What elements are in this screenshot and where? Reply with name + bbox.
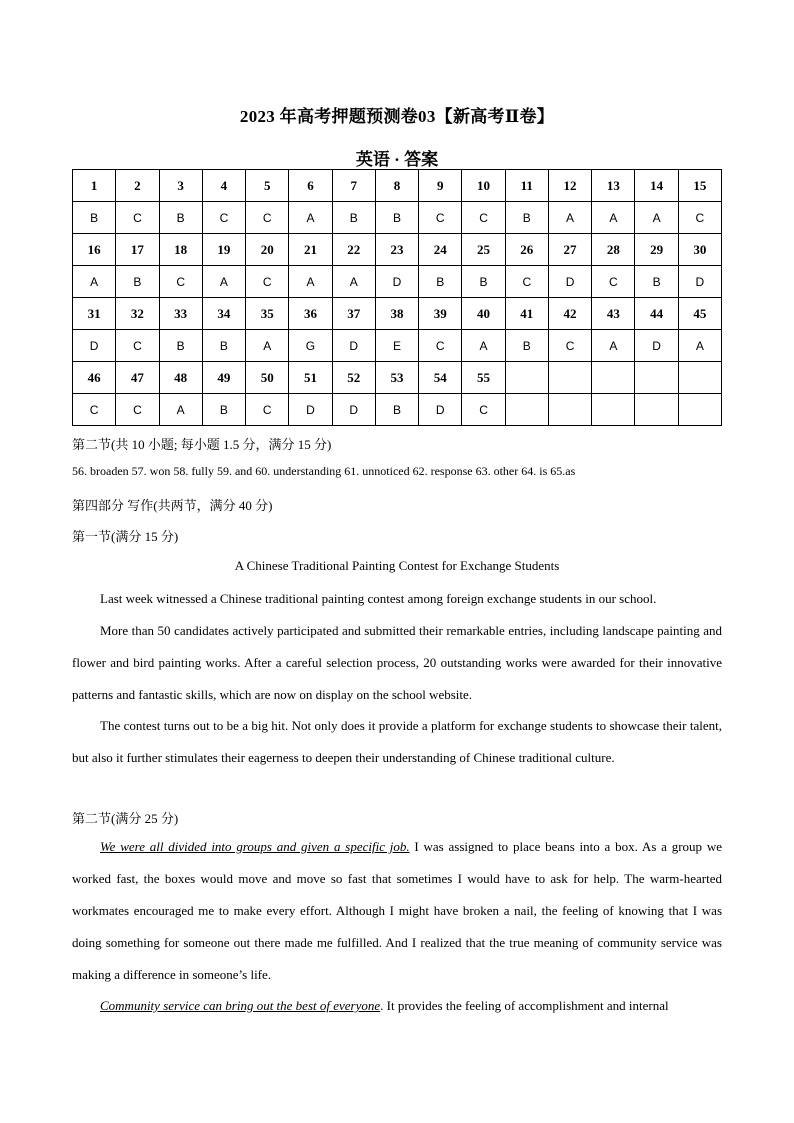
question-number-cell: 3 bbox=[159, 170, 202, 202]
question-number-cell: 41 bbox=[505, 298, 548, 330]
question-number-cell: 55 bbox=[462, 362, 505, 394]
topic-sentence: Community service can bring out the best of everyone bbox=[100, 998, 381, 1013]
question-number-cell: 42 bbox=[548, 298, 591, 330]
essay1-title: A Chinese Traditional Painting Contest for Exchange Students bbox=[234, 558, 560, 573]
answer-cell: B bbox=[332, 202, 375, 234]
answer-cell: B bbox=[375, 394, 418, 426]
answer-cell: A bbox=[462, 330, 505, 362]
answer-cell: C bbox=[462, 202, 505, 234]
answer-cell: C bbox=[246, 202, 289, 234]
page-title: 2023 年高考押题预测卷03【新高考Ⅱ卷】 bbox=[239, 107, 555, 126]
answer-cell: B bbox=[202, 394, 245, 426]
answer-cell: C bbox=[592, 266, 635, 298]
question-number-cell: 7 bbox=[332, 170, 375, 202]
part4-heading: 第四部分 写作(共两节，满分 40 分) bbox=[72, 498, 273, 513]
answer-cell: D bbox=[73, 330, 116, 362]
question-number-cell: 23 bbox=[375, 234, 418, 266]
answer-cell bbox=[635, 394, 678, 426]
question-number-cell: 6 bbox=[289, 170, 332, 202]
answer-cell: B bbox=[116, 266, 159, 298]
answer-cell: C bbox=[159, 266, 202, 298]
answer-cell: B bbox=[505, 202, 548, 234]
question-number-cell bbox=[505, 362, 548, 394]
answer-cell: G bbox=[289, 330, 332, 362]
question-number-cell: 33 bbox=[159, 298, 202, 330]
question-number-cell: 20 bbox=[246, 234, 289, 266]
answer-row bbox=[73, 330, 722, 362]
paragraph-body: I was assigned to place beans into a box. As a group we worked fast, the boxes would move and move so fast that sometimes I would have to ask for help. The warm-hearted workmates encouraged me to make every effort. Although I might have broken a nail, the feeling of knowing that I was doing something for someone out there made me fulfilled. And I realized that the true meaning of community service was making a difference in someone’s life. bbox=[72, 839, 722, 982]
answer-cell bbox=[592, 394, 635, 426]
question-number-cell: 19 bbox=[202, 234, 245, 266]
question-number-cell: 44 bbox=[635, 298, 678, 330]
question-number-cell: 45 bbox=[678, 298, 721, 330]
question-number-cell: 25 bbox=[462, 234, 505, 266]
question-number-cell: 50 bbox=[246, 362, 289, 394]
question-number-cell: 35 bbox=[246, 298, 289, 330]
question-number-cell: 38 bbox=[375, 298, 418, 330]
answer-row bbox=[73, 266, 722, 298]
topic-sentence: We were all divided into groups and given a specific job. bbox=[100, 839, 410, 854]
question-number-cell: 21 bbox=[289, 234, 332, 266]
answer-cell: C bbox=[462, 394, 505, 426]
question-number-cell: 4 bbox=[202, 170, 245, 202]
question-number-cell: 34 bbox=[202, 298, 245, 330]
question-number-cell: 15 bbox=[678, 170, 721, 202]
answer-cell: A bbox=[202, 266, 245, 298]
answer-row bbox=[73, 394, 722, 426]
section2-answers: 56. broaden 57. won 58. fully 59. and 60. understanding 61. unnoticed 62. response 63. other 64. is 65.as bbox=[72, 464, 576, 478]
essay1-paragraph: More than 50 candidates actively participated and submitted their remarkable entries, including landscape painting and flower and bird painting works. After a careful selection process, 20 outstanding works were awarded for their innovative patterns and fantastic skills, which are now on display on the school website. bbox=[72, 623, 722, 702]
question-number-cell: 31 bbox=[73, 298, 116, 330]
question-number-row bbox=[73, 170, 722, 202]
answer-cell: D bbox=[332, 330, 375, 362]
question-number-cell: 17 bbox=[116, 234, 159, 266]
question-number-cell: 48 bbox=[159, 362, 202, 394]
answer-cell: D bbox=[635, 330, 678, 362]
answer-table bbox=[72, 169, 722, 426]
question-number-cell: 47 bbox=[116, 362, 159, 394]
answer-cell: D bbox=[678, 266, 721, 298]
question-number-cell: 36 bbox=[289, 298, 332, 330]
answer-cell: B bbox=[462, 266, 505, 298]
essay1-paragraph: Last week witnessed a Chinese traditional painting contest among foreign exchange students in our school. bbox=[100, 591, 657, 606]
question-number-cell: 51 bbox=[289, 362, 332, 394]
answer-cell bbox=[505, 394, 548, 426]
question-number-cell: 26 bbox=[505, 234, 548, 266]
answer-cell bbox=[548, 394, 591, 426]
answer-cell: B bbox=[375, 202, 418, 234]
answer-cell: A bbox=[592, 330, 635, 362]
question-number-cell: 9 bbox=[419, 170, 462, 202]
question-number-cell: 18 bbox=[159, 234, 202, 266]
answer-cell: C bbox=[202, 202, 245, 234]
answer-cell: C bbox=[419, 330, 462, 362]
answer-cell: B bbox=[159, 330, 202, 362]
answer-cell: A bbox=[289, 202, 332, 234]
answer-cell: C bbox=[116, 394, 159, 426]
question-number-cell: 40 bbox=[462, 298, 505, 330]
question-number-cell: 37 bbox=[332, 298, 375, 330]
question-number-cell: 29 bbox=[635, 234, 678, 266]
question-number-cell bbox=[635, 362, 678, 394]
answer-cell: B bbox=[505, 330, 548, 362]
answer-cell: D bbox=[375, 266, 418, 298]
question-number-cell: 13 bbox=[592, 170, 635, 202]
answer-cell: C bbox=[505, 266, 548, 298]
answer-cell: C bbox=[116, 202, 159, 234]
answer-cell: C bbox=[678, 202, 721, 234]
answer-cell: A bbox=[332, 266, 375, 298]
answer-cell: A bbox=[289, 266, 332, 298]
answer-cell: A bbox=[548, 202, 591, 234]
answer-cell: D bbox=[548, 266, 591, 298]
question-number-cell: 32 bbox=[116, 298, 159, 330]
essay1-paragraph: The contest turns out to be a big hit. Not only does it provide a platform for exchange students to showcase their talent, but also it further stimulates their eagerness to deepen their understanding of Chinese traditional culture. bbox=[72, 718, 722, 765]
paragraph-body: . It provides the feeling of accomplishment and internal bbox=[380, 998, 669, 1013]
question-number-cell: 12 bbox=[548, 170, 591, 202]
question-number-cell: 46 bbox=[73, 362, 116, 394]
question-number-cell: 14 bbox=[635, 170, 678, 202]
question-number-cell: 1 bbox=[73, 170, 116, 202]
question-number-cell: 54 bbox=[419, 362, 462, 394]
question-number-cell: 53 bbox=[375, 362, 418, 394]
writing2-heading: 第二节(满分 25 分) bbox=[72, 811, 179, 826]
answer-cell: A bbox=[246, 330, 289, 362]
question-number-cell: 49 bbox=[202, 362, 245, 394]
answer-cell: A bbox=[592, 202, 635, 234]
question-number-cell: 22 bbox=[332, 234, 375, 266]
answer-cell: B bbox=[73, 202, 116, 234]
question-number-cell: 30 bbox=[678, 234, 721, 266]
question-number-cell bbox=[548, 362, 591, 394]
question-number-cell: 16 bbox=[73, 234, 116, 266]
question-number-cell: 2 bbox=[116, 170, 159, 202]
answer-row bbox=[73, 202, 722, 234]
answer-cell: A bbox=[159, 394, 202, 426]
answer-cell bbox=[678, 394, 721, 426]
question-number-cell: 43 bbox=[592, 298, 635, 330]
answer-cell: C bbox=[419, 202, 462, 234]
question-number-cell bbox=[592, 362, 635, 394]
question-number-cell: 8 bbox=[375, 170, 418, 202]
question-number-row bbox=[73, 234, 722, 266]
page-subtitle: 英语 · 答案 bbox=[355, 150, 439, 169]
answer-cell: B bbox=[159, 202, 202, 234]
answer-cell: C bbox=[73, 394, 116, 426]
answer-cell: E bbox=[375, 330, 418, 362]
section2-heading: 第二节(共 10 小题; 每小题 1.5 分，满分 15 分) bbox=[72, 437, 332, 452]
answer-cell: C bbox=[246, 266, 289, 298]
answer-cell: C bbox=[116, 330, 159, 362]
question-number-cell: 27 bbox=[548, 234, 591, 266]
answer-cell: D bbox=[419, 394, 462, 426]
answer-cell: D bbox=[289, 394, 332, 426]
answer-cell: C bbox=[246, 394, 289, 426]
answer-cell: D bbox=[332, 394, 375, 426]
question-number-cell: 5 bbox=[246, 170, 289, 202]
answer-cell: B bbox=[419, 266, 462, 298]
question-number-row bbox=[73, 298, 722, 330]
question-number-row bbox=[73, 362, 722, 394]
question-number-cell: 52 bbox=[332, 362, 375, 394]
answer-cell: A bbox=[635, 202, 678, 234]
question-number-cell: 11 bbox=[505, 170, 548, 202]
answer-cell: B bbox=[635, 266, 678, 298]
essay2-paragraph bbox=[72, 990, 722, 1022]
question-number-cell: 39 bbox=[419, 298, 462, 330]
question-number-cell bbox=[678, 362, 721, 394]
answer-cell: A bbox=[73, 266, 116, 298]
essay2-paragraph bbox=[72, 831, 722, 991]
answer-cell: B bbox=[202, 330, 245, 362]
answer-cell: C bbox=[548, 330, 591, 362]
question-number-cell: 24 bbox=[419, 234, 462, 266]
question-number-cell: 10 bbox=[462, 170, 505, 202]
writing1-heading: 第一节(满分 15 分) bbox=[72, 529, 179, 544]
question-number-cell: 28 bbox=[592, 234, 635, 266]
answer-cell: A bbox=[678, 330, 721, 362]
